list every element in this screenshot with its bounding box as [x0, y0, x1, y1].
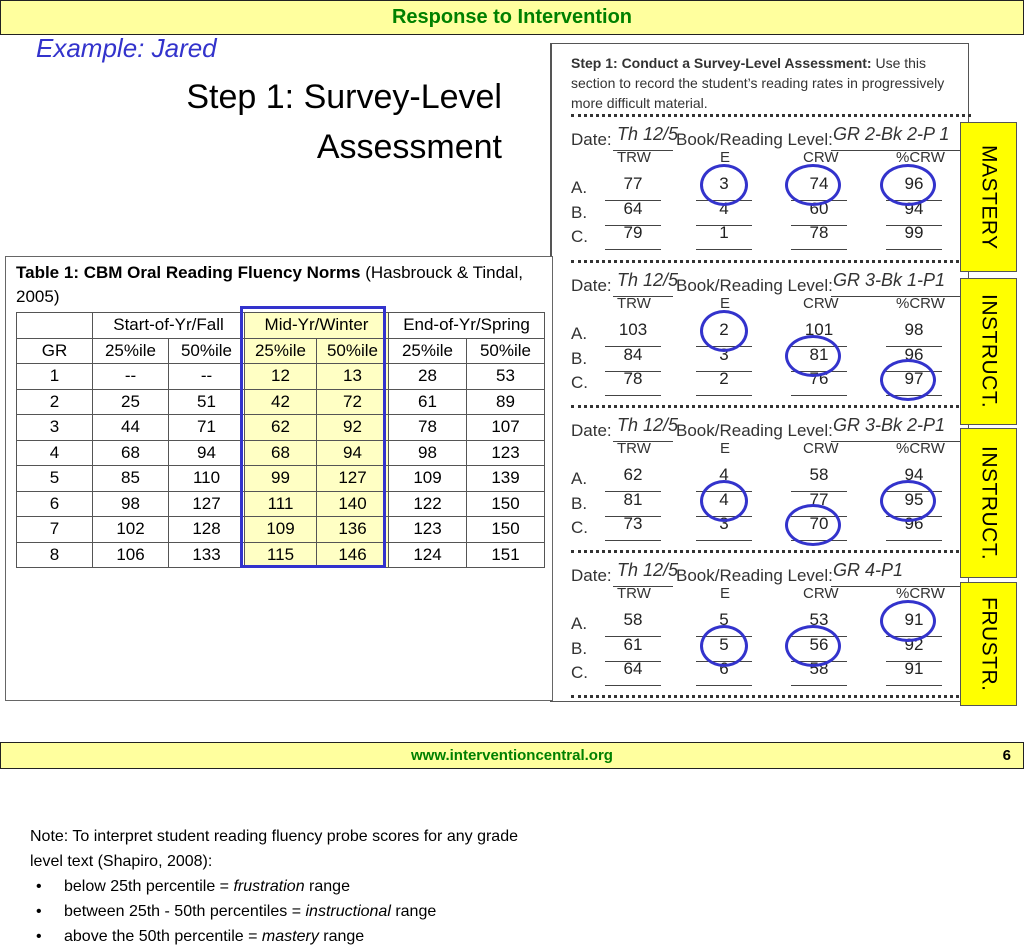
row-label: C. [571, 227, 588, 246]
entry-line [696, 395, 752, 396]
table-cell: 127 [169, 491, 245, 517]
slide-title [150, 72, 502, 172]
entry-value: 78 [809, 223, 829, 242]
slide-title-line-2: Assessment [316, 128, 502, 166]
entry-value: 64 [623, 199, 643, 218]
entry-line [605, 685, 661, 686]
column-header: %CRW [896, 149, 945, 166]
side-label [960, 428, 1017, 578]
entry-value: 81 [809, 345, 829, 364]
table-cell: 68 [93, 440, 169, 466]
table-cell: 44 [93, 415, 169, 441]
bullet-emphasis: mastery [261, 928, 319, 945]
entry-value: 96 [904, 514, 924, 533]
book-level-value: GR 4-P1 [833, 560, 904, 580]
table-cell: 51 [169, 389, 245, 415]
entry-line [886, 685, 942, 686]
norms-title-source: (Hasbrouck & Tindal, 2005) [16, 263, 523, 306]
entry-value: 60 [809, 199, 829, 218]
entry-value: 5 [719, 610, 729, 629]
example-label: Example: Jared [36, 33, 217, 63]
date-value: Th 12/5 [617, 124, 679, 144]
entry-value: 78 [623, 369, 643, 388]
table-cell: 4 [17, 440, 93, 466]
form-intro [571, 53, 966, 113]
row-label: B. [571, 349, 588, 368]
entry-value: 5 [719, 635, 729, 654]
entry-line [696, 540, 752, 541]
table-cell: 8 [17, 542, 93, 568]
entry-value: 103 [618, 320, 648, 339]
entry-value: 1 [719, 223, 729, 242]
column-header: 50%ile [317, 338, 389, 364]
table-cell: 151 [467, 542, 545, 568]
bullet-suffix: range [304, 878, 350, 895]
column-header: %CRW [896, 585, 945, 602]
column-header: TRW [617, 295, 651, 312]
column-header: TRW [617, 585, 651, 602]
row-label: B. [571, 639, 588, 658]
table-cell: 109 [245, 517, 317, 543]
entry-line [886, 249, 942, 250]
table-cell: 115 [245, 542, 317, 568]
side-label-text: FRUSTR. [977, 596, 1001, 692]
entry-line [696, 685, 752, 686]
entry-value: 81 [623, 490, 643, 509]
survey-block [571, 552, 971, 686]
survey-block [571, 262, 971, 396]
column-header: CRW [803, 585, 839, 602]
group-header: Mid-Yr/Winter [245, 313, 389, 339]
table-cell: 102 [93, 517, 169, 543]
score-circle [785, 335, 841, 377]
column-header: 50%ile [467, 338, 545, 364]
entry-value: 94 [904, 199, 924, 218]
table-cell: -- [93, 364, 169, 390]
entry-line [605, 395, 661, 396]
side-label [960, 278, 1017, 425]
table-cell: 123 [389, 517, 467, 543]
group-header: Start-of-Yr/Fall [93, 313, 245, 339]
score-circle [785, 625, 841, 667]
date-value: Th 12/5 [617, 270, 679, 290]
table-cell: 72 [317, 389, 389, 415]
entry-value: 84 [623, 345, 643, 364]
group-header: End-of-Yr/Spring [389, 313, 545, 339]
entry-value: 4 [719, 199, 729, 218]
table-cell: 140 [317, 491, 389, 517]
column-header: 25%ile [389, 338, 467, 364]
entry-line [696, 249, 752, 250]
table-cell: 127 [317, 466, 389, 492]
entry-line [791, 249, 847, 250]
entry-value: 4 [719, 465, 729, 484]
table-cell: 13 [317, 364, 389, 390]
row-label: A. [571, 324, 588, 343]
entry-value: 98 [904, 320, 924, 339]
row-label: B. [571, 494, 588, 513]
table-cell: 106 [93, 542, 169, 568]
dotted-separator [571, 695, 971, 698]
entry-value: 64 [623, 659, 643, 678]
column-header: E [720, 149, 731, 166]
entry-value: 6 [719, 659, 729, 678]
bullet-text: above the 50th percentile = [64, 928, 262, 945]
survey-block [571, 407, 971, 541]
column-header: CRW [803, 149, 839, 166]
entry-value: 94 [904, 465, 924, 484]
book-level-label: Book/Reading Level: [676, 566, 833, 585]
book-level-value: GR 2-Bk 2-P 1 [833, 124, 950, 144]
table-cell: 107 [467, 415, 545, 441]
table-cell: 139 [467, 466, 545, 492]
row-label: C. [571, 663, 588, 682]
header-bar [0, 0, 1024, 35]
bullet-emphasis: instructional [305, 903, 391, 920]
entry-value: 79 [623, 223, 643, 242]
entry-value: 61 [623, 635, 643, 654]
entry-value: 70 [809, 514, 829, 533]
column-header: 50%ile [169, 338, 245, 364]
entry-value: 58 [809, 465, 829, 484]
entry-value: 53 [809, 610, 829, 629]
table-cell: 28 [389, 364, 467, 390]
entry-value: 3 [719, 345, 729, 364]
book-level-value: GR 3-Bk 1-P1 [833, 270, 946, 290]
score-circle [700, 164, 748, 206]
entry-value: 96 [904, 345, 924, 364]
column-header: %CRW [896, 440, 945, 457]
table-cell: 150 [467, 491, 545, 517]
table-cell: 146 [317, 542, 389, 568]
side-label-text: INSTRUCT. [977, 445, 1001, 561]
table-cell: 92 [317, 415, 389, 441]
table-cell: 3 [17, 415, 93, 441]
table-cell: 123 [467, 440, 545, 466]
entry-value: 96 [904, 174, 924, 193]
entry-line [605, 249, 661, 250]
header-title: Response to Intervention [391, 6, 633, 28]
entry-value: 3 [719, 514, 729, 533]
entry-value: 99 [904, 223, 924, 242]
table-cell: 1 [17, 364, 93, 390]
side-label [960, 122, 1017, 272]
date-value: Th 12/5 [617, 560, 679, 580]
entry-value: 58 [623, 610, 643, 629]
table-cell: 110 [169, 466, 245, 492]
entry-value: 91 [904, 659, 924, 678]
table-cell: 71 [169, 415, 245, 441]
column-header: E [720, 585, 731, 602]
footer-url[interactable]: www.interventioncentral.org [411, 747, 613, 764]
column-header: TRW [617, 440, 651, 457]
survey-block [571, 116, 971, 250]
side-label-text: MASTERY [977, 144, 1001, 250]
footer-bar [0, 742, 1024, 769]
table-cell: 122 [389, 491, 467, 517]
side-label [960, 582, 1017, 706]
table-cell: 12 [245, 364, 317, 390]
row-label: A. [571, 469, 588, 488]
table-cell: 6 [17, 491, 93, 517]
entry-value: 4 [719, 490, 729, 509]
entry-value: 95 [904, 490, 924, 509]
table-cell: 78 [389, 415, 467, 441]
table-cell: 109 [389, 466, 467, 492]
table-cell: 53 [467, 364, 545, 390]
column-header: TRW [617, 149, 651, 166]
table-cell: 94 [317, 440, 389, 466]
bullet-emphasis: frustration [233, 878, 305, 895]
score-circle [785, 504, 841, 546]
column-header: E [720, 440, 731, 457]
table-cell: 2 [17, 389, 93, 415]
table-cell: 42 [245, 389, 317, 415]
group-header-blank [17, 313, 93, 339]
table-cell: 128 [169, 517, 245, 543]
column-header: GR [17, 338, 93, 364]
book-level-label: Book/Reading Level: [676, 421, 833, 440]
score-circle [785, 164, 841, 206]
entry-value: 97 [904, 369, 924, 388]
mid-year-highlight-box [240, 306, 386, 568]
entry-value: 2 [719, 369, 729, 388]
survey-assessment-form [550, 43, 969, 702]
table-cell: 62 [245, 415, 317, 441]
score-circle [700, 625, 748, 667]
column-header: %CRW [896, 295, 945, 312]
date-label: Date: [571, 276, 612, 295]
column-header: 25%ile [245, 338, 317, 364]
table-cell: 89 [467, 389, 545, 415]
entry-value: 2 [719, 320, 729, 339]
column-header: CRW [803, 295, 839, 312]
slide-title-line-1: Step 1: Survey-Level [186, 78, 502, 116]
table-cell: 61 [389, 389, 467, 415]
score-circle [880, 164, 936, 206]
date-label: Date: [571, 421, 612, 440]
row-label: B. [571, 203, 588, 222]
table-cell: 85 [93, 466, 169, 492]
entry-value: 101 [804, 320, 834, 339]
entry-value: 76 [809, 369, 829, 388]
entry-line [791, 395, 847, 396]
score-circle [880, 359, 936, 401]
book-level-value: GR 3-Bk 2-P1 [833, 415, 946, 435]
norms-title-bold: Table 1: CBM Oral Reading Fluency Norms [16, 263, 361, 282]
table-cell: 136 [317, 517, 389, 543]
entry-value: 62 [623, 465, 643, 484]
row-label: A. [571, 614, 588, 633]
row-label: C. [571, 373, 588, 392]
form-intro-text: Use this section to record the student’s reading rates in progressively more difficult material. [571, 55, 945, 111]
score-circle [880, 480, 936, 522]
row-label: A. [571, 178, 588, 197]
date-label: Date: [571, 130, 612, 149]
table-cell: 94 [169, 440, 245, 466]
date-label: Date: [571, 566, 612, 585]
table-cell: -- [169, 364, 245, 390]
entry-value: 91 [904, 610, 924, 629]
date-value: Th 12/5 [617, 415, 679, 435]
row-label: C. [571, 518, 588, 537]
page-number: 6 [1002, 747, 1011, 764]
table-cell: 68 [245, 440, 317, 466]
score-circle [700, 310, 748, 352]
entry-value: 58 [809, 659, 829, 678]
table-cell: 133 [169, 542, 245, 568]
table-cell: 99 [245, 466, 317, 492]
norms-note [30, 824, 550, 949]
book-level-label: Book/Reading Level: [676, 130, 833, 149]
note-bullet [30, 899, 550, 924]
entry-value: 3 [719, 174, 729, 193]
entry-value: 92 [904, 635, 924, 654]
bullet-suffix: range [318, 928, 365, 945]
entry-line [791, 685, 847, 686]
table-cell: 150 [467, 517, 545, 543]
table-cell: 111 [245, 491, 317, 517]
table-cell: 98 [389, 440, 467, 466]
entry-line [605, 540, 661, 541]
side-label-text: INSTRUCT. [977, 294, 1001, 409]
entry-value: 73 [623, 514, 643, 533]
entry-line [886, 540, 942, 541]
entry-value: 77 [809, 490, 829, 509]
table-cell: 25 [93, 389, 169, 415]
form-intro-heading: Step 1: Conduct a Survey-Level Assessment: [571, 55, 872, 71]
column-header: E [720, 295, 731, 312]
note-bullet [30, 874, 550, 899]
score-circle [880, 600, 936, 642]
bullet-suffix: range [390, 903, 437, 920]
table-cell: 98 [93, 491, 169, 517]
table-cell: 124 [389, 542, 467, 568]
entry-value: 56 [809, 635, 829, 654]
norms-table-title [16, 261, 546, 309]
bullet-text: below 25th percentile = [64, 878, 234, 895]
note-bullet [30, 924, 550, 949]
bullet-text: between 25th - 50th percentiles = [64, 903, 306, 920]
column-header: 25%ile [93, 338, 169, 364]
table-cell: 5 [17, 466, 93, 492]
table-cell: 7 [17, 517, 93, 543]
column-header: CRW [803, 440, 839, 457]
book-level-label: Book/Reading Level: [676, 276, 833, 295]
score-circle [700, 480, 748, 522]
note-intro: Note: To interpret student reading fluency probe scores for any grade level text (Shapiro, 2008): [30, 828, 518, 870]
entry-value: 74 [809, 174, 829, 193]
entry-value: 77 [623, 174, 643, 193]
